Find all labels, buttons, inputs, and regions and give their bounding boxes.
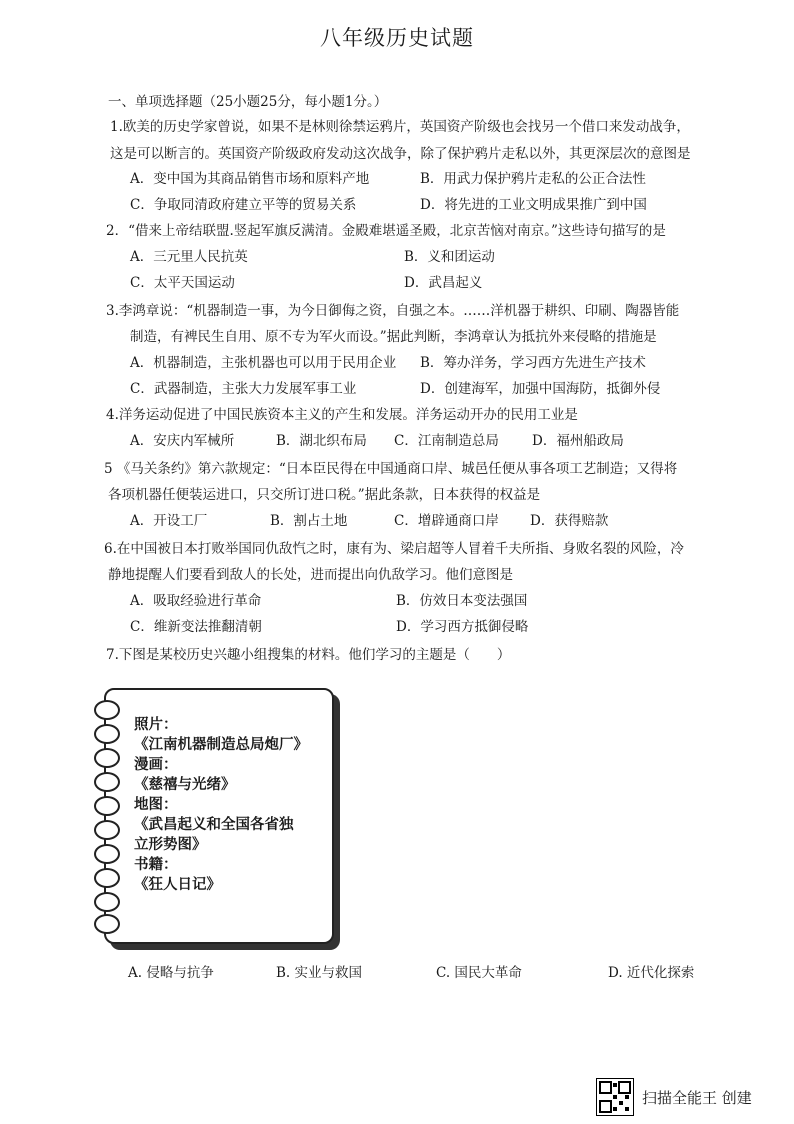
scanner-watermark-text: 扫描全能王 创建 xyxy=(642,1088,752,1107)
question-4-option-d: D．福州船政局 xyxy=(532,433,624,449)
notebook-rings xyxy=(94,700,118,932)
question-2-line-1: 2．“借来上帝结联盟.竖起军旗反满清。金殿难堪遥圣殿，北京苦恼对南京。”这些诗句描写的是 xyxy=(106,223,666,239)
question-3-line-2: 制造，有裨民生自用、原不专为军火而设。”据此判断，李鸿章认为抵抗外来侵略的措施是 xyxy=(130,329,657,345)
question-2-option-c: C．太平天国运动 xyxy=(130,275,235,291)
question-7-option-a: A. 侵略与抗争 xyxy=(128,965,214,981)
notebook-line-cartoon-label: 漫画： xyxy=(134,756,178,773)
question-6-line-2: 静地提醒人们要看到敌人的长处，进而提出向仇敌学习。他们意图是 xyxy=(108,567,513,583)
question-7-line-1: 7.下图是某校历史兴趣小组搜集的材料。他们学习的主题是（ ） xyxy=(106,647,511,663)
notebook-line-photo-title: 《江南机器制造总局炮厂》 xyxy=(134,736,308,753)
section-heading: 一、单项选择题（25小题25分，每小题1分。） xyxy=(108,94,388,110)
question-1-option-c: C．争取同清政府建立平等的贸易关系 xyxy=(130,197,357,213)
question-5-option-b: B．割占土地 xyxy=(270,513,348,529)
question-2-option-d: D．武昌起义 xyxy=(404,275,483,291)
question-4-option-b: B．湖北织布局 xyxy=(276,433,367,449)
notebook-line-map-title-1: 《武昌起义和全国各省独 xyxy=(134,816,294,833)
question-4-option-a: A．安庆内军械所 xyxy=(130,433,235,449)
question-7-option-d: D. 近代化探索 xyxy=(608,965,695,981)
question-6-option-b: B．仿效日本变法强国 xyxy=(396,593,528,609)
question-4-option-c: C．江南制造总局 xyxy=(394,433,499,449)
notebook-line-map-label: 地图： xyxy=(134,796,178,813)
material-notebook xyxy=(104,688,334,944)
question-7-option-b: B. 实业与救国 xyxy=(276,965,363,981)
question-6-option-d: D．学习西方抵御侵略 xyxy=(396,619,529,635)
qr-code-icon xyxy=(596,1078,634,1116)
question-1-option-a: A．变中国为其商品销售市场和原料产地 xyxy=(130,171,370,187)
page-title: 八年级历史试题 xyxy=(320,26,474,50)
question-5-line-1: 5 《马关条约》第六款规定：“日本臣民得在中国通商口岸、城邑任便从事各项工艺制造；又得将 xyxy=(104,461,678,477)
question-1-line-1: 1.欧美的历史学家曾说，如果不是林则徐禁运鸦片，英国资产阶级也会找另一个借口来发动战争， xyxy=(110,119,690,135)
question-1-option-b: B．用武力保护鸦片走私的公正合法性 xyxy=(420,171,646,187)
notebook-line-book-label: 书籍： xyxy=(134,856,178,873)
question-3-option-c: C．武器制造，主张大力发展军事工业 xyxy=(130,381,357,397)
question-5-option-c: C．增辟通商口岸 xyxy=(394,513,499,529)
question-3-option-a: A．机器制造，主张机器也可以用于民用企业 xyxy=(130,355,397,371)
question-3-option-b: B．筹办洋务，学习西方先进生产技术 xyxy=(420,355,646,371)
notebook-line-cartoon-title: 《慈禧与光绪》 xyxy=(134,776,236,793)
question-2-option-b: B．义和团运动 xyxy=(404,249,495,265)
question-4-line-1: 4.洋务运动促进了中国民族资本主义的产生和发展。洋务运动开办的民用工业是 xyxy=(106,407,578,423)
question-3-line-1: 3.李鸿章说：“机器制造一事，为今日御侮之资，自强之本。……洋机器于耕织、印刷、陶器皆能 xyxy=(106,303,680,319)
question-6-line-1: 6.在中国被日本打败举国同仇敌忾之时，康有为、梁启超等人冒着千夫所指、身败名裂的风险，冷 xyxy=(104,541,684,557)
notebook-line-photo-label: 照片： xyxy=(134,716,178,733)
question-1-option-d: D．将先进的工业文明成果推广到中国 xyxy=(420,197,647,213)
notebook-line-map-title-2: 立形势图》 xyxy=(134,836,207,853)
question-5-option-d: D．获得赔款 xyxy=(530,513,609,529)
notebook-line-book-title: 《狂人日记》 xyxy=(134,876,221,893)
question-6-option-c: C．维新变法推翻清朝 xyxy=(130,619,262,635)
question-5-line-2: 各项机器任便装运进口，只交所订进口税。”据此条款，日本获得的权益是 xyxy=(108,487,541,503)
question-6-option-a: A．吸取经验进行革命 xyxy=(130,593,262,609)
question-3-option-d: D．创建海军，加强中国海防，抵御外侵 xyxy=(420,381,661,397)
question-7-option-c: C. 国民大革命 xyxy=(436,965,522,981)
question-1-line-2: 这是可以断言的。英国资产阶级政府发动这次战争，除了保护鸦片走私以外，其更深层次的意图是 xyxy=(110,146,691,162)
question-5-option-a: A．开设工厂 xyxy=(130,513,208,529)
scanner-watermark xyxy=(596,1078,752,1116)
question-2-option-a: A．三元里人民抗英 xyxy=(130,249,248,265)
